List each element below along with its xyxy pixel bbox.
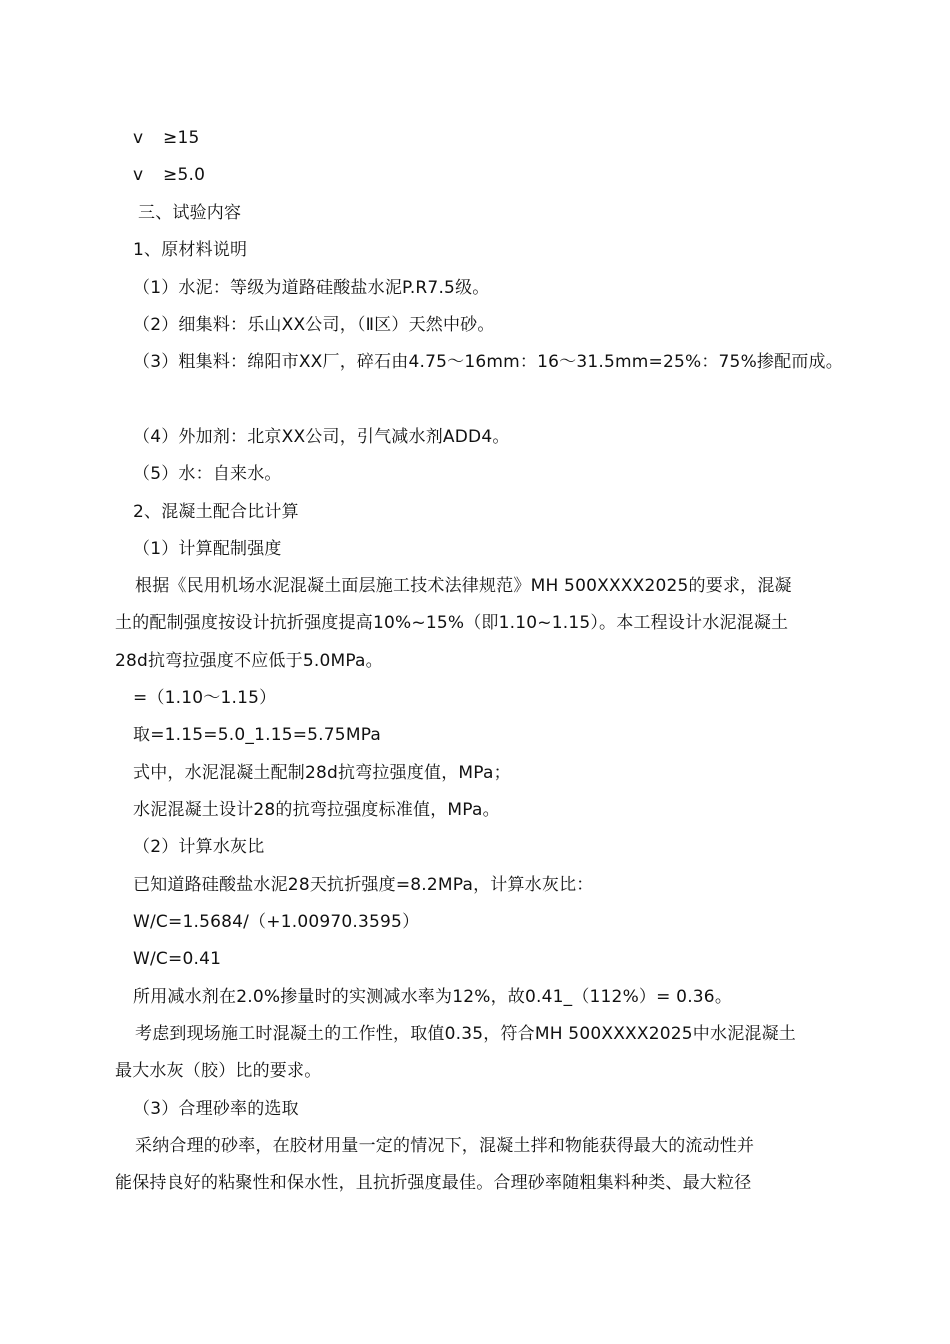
material-item: （3）粗集料：绵阳市XX厂，碎石由4.75～16mm：16～31.5mm=25%：75%掺配而成。 — [133, 352, 843, 372]
formula-line: W/C=1.5684/（+1.00970.3595） — [133, 912, 420, 932]
section-heading: 三、试验内容 — [138, 203, 242, 223]
material-item: （2）细集料：乐山XX公司，（Ⅱ区）天然中砂。 — [133, 315, 495, 335]
paragraph-line: 土的配制强度按设计抗折强度提高10%~15%（即1.10~1.15）。本工程设计水泥混凝土 — [115, 613, 789, 633]
requirement-value: ≥15 — [163, 128, 200, 148]
material-item: （4）外加剂：北京XX公司，引气减水剂ADD4。 — [133, 427, 510, 447]
requirement-line-1 — [133, 127, 199, 149]
paragraph-line: 根据《民用机场水泥混凝土面层施工技术法律规范》MH 500XXXX2025的要求，混凝 — [135, 576, 792, 596]
subsection-heading: 2、混凝土配合比计算 — [133, 502, 299, 522]
step-heading: （1）计算配制强度 — [133, 539, 282, 559]
material-item: （1）水泥：等级为道路硅酸盐水泥P.R7.5级。 — [133, 278, 490, 298]
paragraph-line: 所用减水剂在2.0%掺量时的实测减水率为12%，故0.41_（112%）= 0.36。 — [133, 987, 733, 1007]
paragraph-line: 考虑到现场施工时混凝土的工作性，取值0.35，符合MH 500XXXX2025中水泥混凝土 — [135, 1024, 797, 1044]
step-heading: （3）合理砂率的选取 — [133, 1099, 299, 1119]
paragraph-line: 28d抗弯拉强度不应低于5.0MPa。 — [115, 651, 383, 671]
paragraph-line: 采纳合理的砂率，在胶材用量一定的情况下，混凝土拌和物能获得最大的流动性并 — [135, 1136, 755, 1156]
paragraph-line: 最大水灰（胶）比的要求。 — [115, 1061, 322, 1081]
requirement-value: ≥5.0 — [163, 165, 206, 185]
requirement-line-2 — [133, 164, 205, 186]
formula-line: 取=1.15=5.0_1.15=5.75MPa — [133, 725, 381, 745]
step-heading: （2）计算水灰比 — [133, 837, 265, 857]
material-item: （5）水：自来水。 — [133, 464, 282, 484]
formula-line: =（1.10～1.15） — [133, 688, 277, 708]
paragraph-line: 水泥混凝土设计28的抗弯拉强度标准值，MPa。 — [133, 800, 500, 820]
formula-line: W/C=0.41 — [133, 949, 222, 969]
subsection-heading: 1、原材料说明 — [133, 240, 248, 260]
check-mark: v — [133, 165, 144, 185]
paragraph-line: 能保持良好的粘聚性和保水性，且抗折强度最佳。合理砂率随粗集料种类、最大粒径 — [115, 1173, 752, 1193]
check-mark: v — [133, 128, 144, 148]
paragraph-line: 已知道路硅酸盐水泥28天抗折强度=8.2MPa，计算水灰比： — [133, 875, 594, 895]
paragraph-line: 式中，水泥混凝土配制28d抗弯拉强度值，MPa； — [133, 763, 511, 783]
